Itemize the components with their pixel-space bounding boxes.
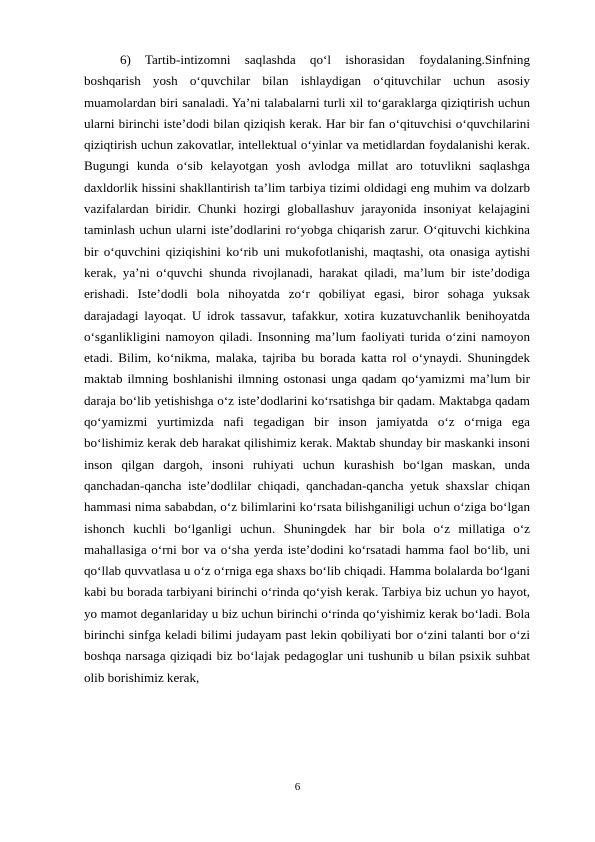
body-paragraph: 6) Tartib-intizomni saqlashda qo‘l ishorasidan foydalaning.Sinfning boshqarish yosh o‘quvchilar bilan ishlaydigan o‘qituvchilar uchun asosiy muamolardan biri sanaladi. Ya’ni talabalarni turli xil to‘garaklarga qiziqtirish uchun ularni birinchi iste’dodi bilan qiziqish kerak. Har bir fan o‘qituvchisi o‘quvchilarini qiziqtirish uchun zakovatlar, intellektual o‘yinlar va metidlardan foydalanishi kerak. Bugungi kunda o‘sib kelayotgan yosh avlodga millat aro totuvlikni saqlashga daxldorlik hissini shakllantirish ta’lim tarbiya tizimi oldidagi eng muhim va dolzarb vazifalardan biridir. Chunki hozirgi globallashuv jarayonida insoniyat kelajagini taminlash uchun ularni iste’dodlarini ro‘yobga chiqarish zarur. O‘qituvchi kichkina bir o‘quvchini qiziqishini ko‘rib uni mukofotlanishi, maqtashi, ota onasiga aytishi kerak, ya’ni o‘quvchi shunda rivojlanadi, harakat qiladi, ma’lum bir iste’dodiga erishadi. Iste’dodli bola nihoyatda zo‘r qobiliyat egasi, biror sohaga yuksak darajadagi layoqat. U idrok tassavur, tafakkur, xotira kuzatuvchanlik benihoyatda o‘sganlikligini namoyon qiladi. Insonning ma’lum faoliyati turida o‘zini namoyon etadi. Bilim, ko‘nikma, malaka, tajriba bu borada katta rol o‘ynaydi. Shuningdek maktab ilmning boshlanishi ilmning ostonasi unga qadam qo‘yamizmi ma’lum bir daraja bo‘lib yetishishga o‘z iste’dodlarini ko‘rsatishga bir qadam. Maktabga qadam qo‘yamizmi yurtimizda nafi tegadigan bir inson jamiyatda o‘z o‘rniga ega bo‘lishimiz kerak deb harakat qilishimiz kerak. Maktab shunday bir maskanki insoni inson qilgan dargoh, insoni ruhiyati uchun kurashish bo‘lgan maskan, unda qanchadan-qancha iste’dodlilar chiqadi, qanchadan-qancha yetuk shaxslar chiqan hammasi nima sababdan, o‘z bilimlarini ko‘rsata bilishganiligi uchun o‘ziga bo‘lgan ishonch kuchli bo‘lganligi uchun. Shuningdek har bir bola o‘z millatiga o‘z mahallasiga o‘rni bor va o‘sha yerda iste’dodini ko‘rsatadi hamma faol bo‘lib, uni qo‘llab quvvatlasa u o‘z o‘rniga ega shaxs bo‘lib chiqadi. Hamma bolalarda bo‘lgani kabi bu borada tarbiyani birinchi o‘rinda qo‘yish kerak. Tarbiya biz uchun yo hayot, yo mamot deganlariday u biz uchun birinchi o‘rinda qo‘yishimiz kerak bo‘ladi. Bola birinchi sinfga keladi bilimi judayam past lekin qobiliyati bor o‘zini talanti bor o‘zi boshqa narsaga qiziqadi biz bo‘lajak pedagoglar uni tushunib u bilan psixik suhbat olib borishimiz kerak,: [84, 52, 530, 685]
page-number: 6: [294, 781, 301, 793]
